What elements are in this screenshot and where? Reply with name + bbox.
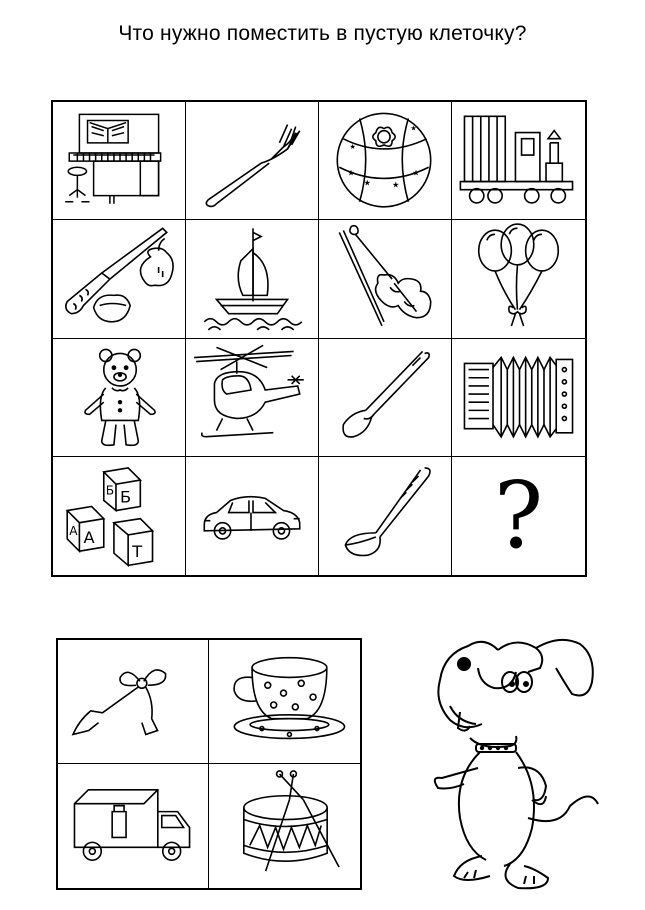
cell-violin[interactable]	[319, 220, 452, 338]
svg-text:★: ★	[412, 168, 420, 178]
piano-icon	[53, 102, 185, 219]
cell-teddy-bear[interactable]	[53, 339, 186, 457]
ball-icon	[319, 102, 451, 219]
block-letter: А	[69, 523, 78, 538]
cell-sailboat[interactable]	[186, 220, 319, 338]
cell-ball[interactable]	[319, 102, 452, 220]
cell-accordion[interactable]	[452, 339, 585, 457]
block-letter: Б	[105, 483, 115, 498]
answer-options	[56, 638, 362, 890]
cell-knife-apple[interactable]	[53, 220, 186, 338]
ladle-icon	[319, 457, 451, 575]
option-truck[interactable]	[58, 764, 209, 888]
helicopter-icon	[186, 339, 318, 456]
cell-ladle[interactable]	[319, 457, 452, 575]
option-ribbon[interactable]	[58, 640, 209, 764]
svg-text:★: ★	[347, 168, 355, 178]
ribbon-bow-icon	[58, 640, 208, 763]
fork-icon	[186, 102, 318, 219]
truck-icon	[58, 764, 208, 888]
cell-spoon[interactable]	[319, 339, 452, 457]
dog-icon	[420, 628, 610, 898]
toy-train-icon	[452, 102, 585, 219]
option-drum[interactable]	[209, 764, 360, 888]
spoon-icon	[319, 339, 451, 456]
cell-balloons[interactable]	[452, 220, 585, 338]
block-letter: Т	[132, 541, 143, 561]
car-icon	[186, 457, 318, 575]
svg-text:★: ★	[392, 180, 400, 190]
svg-text:★: ★	[349, 142, 356, 151]
svg-text:★: ★	[410, 124, 417, 133]
question-mark: ?	[493, 461, 544, 569]
cell-piano[interactable]	[53, 102, 186, 220]
page-title: Что нужно поместить в пустую клеточку?	[118, 22, 527, 45]
cell-toy-train[interactable]	[452, 102, 585, 220]
drum-icon	[209, 764, 360, 888]
teacup-icon	[209, 640, 360, 763]
cell-letter-blocks[interactable]	[53, 457, 186, 575]
accordion-icon	[452, 339, 585, 456]
violin-icon	[319, 220, 451, 337]
option-teacup[interactable]	[209, 640, 360, 764]
cell-empty-question[interactable]	[452, 457, 585, 575]
cell-helicopter[interactable]	[186, 339, 319, 457]
block-letter: Б	[120, 487, 132, 507]
teddy-bear-icon	[53, 339, 185, 456]
cell-car[interactable]	[186, 457, 319, 575]
cell-fork[interactable]	[186, 102, 319, 220]
svg-text:★: ★	[363, 178, 371, 188]
puzzle-grid	[51, 100, 587, 577]
sailboat-icon	[186, 220, 318, 337]
knife-and-apple-icon	[53, 220, 185, 337]
letter-blocks-icon	[53, 457, 185, 575]
balloons-icon	[452, 220, 585, 337]
block-letter: А	[83, 527, 95, 547]
